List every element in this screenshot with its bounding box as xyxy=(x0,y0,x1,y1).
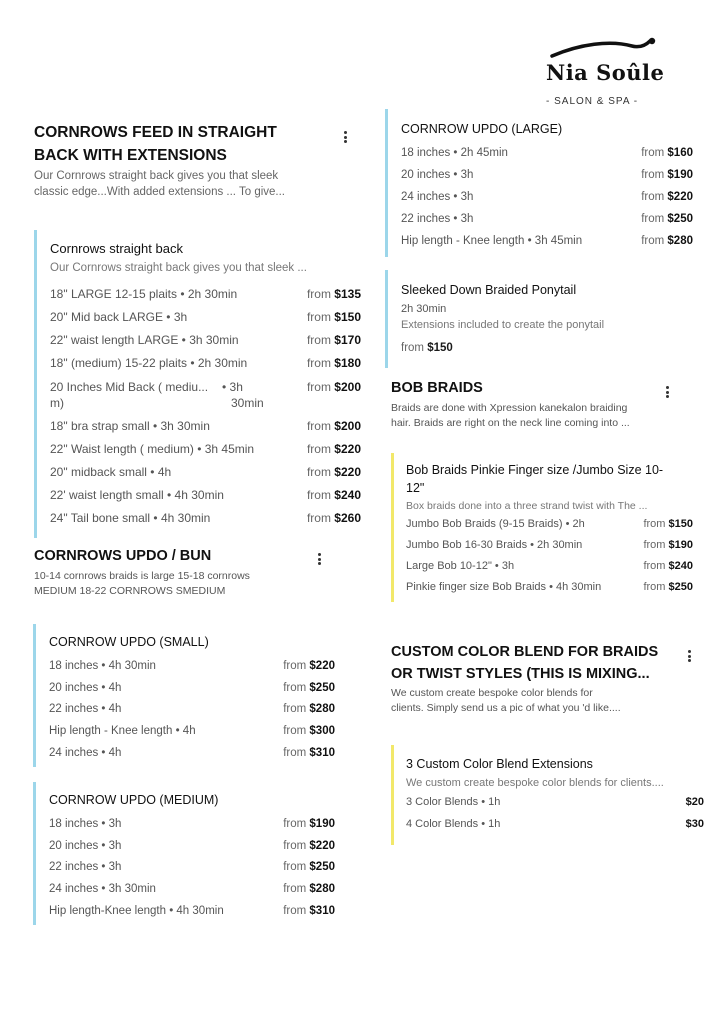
from-label: from xyxy=(283,818,307,830)
price-row[interactable] xyxy=(50,442,361,465)
price-row[interactable] xyxy=(50,356,361,379)
price-row[interactable] xyxy=(49,818,335,840)
price-value: $220 xyxy=(334,442,361,456)
section-description-line: We custom create bespoke color blends for xyxy=(391,687,593,699)
price-value: $220 xyxy=(334,465,361,479)
price-value: $135 xyxy=(334,287,361,301)
price-value: $250 xyxy=(667,213,693,225)
price-value: $190 xyxy=(668,539,693,551)
section-description-line: MEDIUM 18-22 CORNROWS SMEDIUM xyxy=(34,585,226,597)
service-option-label: 20" midback small • 4h xyxy=(50,465,172,479)
service-option-label: 24" Tail bone small • 4h 30min xyxy=(50,511,211,525)
service-option-label: 20 inches • 3h xyxy=(401,169,474,181)
price-row[interactable] xyxy=(50,488,361,511)
price-value: $260 xyxy=(334,511,361,525)
from-label: from xyxy=(306,333,331,347)
card-title: Cornrows straight back xyxy=(50,241,183,256)
section-description xyxy=(391,401,661,431)
service-option-label: 24 inches • 3h 30min xyxy=(49,883,156,896)
section-title-line: OR TWIST STYLES (THIS IS MIXING... xyxy=(391,666,650,682)
from-label: from xyxy=(283,883,307,896)
card-title: CORNROW UPDO (MEDIUM) xyxy=(49,793,219,807)
price-value: $150 xyxy=(427,342,453,354)
price-value: $250 xyxy=(309,861,335,874)
from-label: from xyxy=(306,511,331,525)
card-title: 3 Custom Color Blend Extensions xyxy=(406,757,593,771)
from-label: from xyxy=(641,191,665,203)
price-value: $180 xyxy=(334,356,361,370)
from-label: from xyxy=(306,356,331,370)
from-label: from xyxy=(306,310,331,324)
card-description: Our Cornrows straight back gives you that sleek ... xyxy=(50,262,307,274)
price-row[interactable] xyxy=(401,191,693,213)
from-label: from xyxy=(306,287,331,301)
price-row[interactable] xyxy=(49,883,335,905)
price-row[interactable] xyxy=(50,333,361,356)
price-row[interactable] xyxy=(49,660,335,682)
service-card-cornrows-straight-back[interactable] xyxy=(34,230,361,538)
price-row[interactable] xyxy=(50,465,361,488)
from-label: from xyxy=(643,581,666,593)
price-value: $310 xyxy=(309,904,335,917)
service-option-label: 22 inches • 3h xyxy=(401,213,474,225)
section-description-line: Our Cornrows straight back gives you that sleek xyxy=(34,170,279,182)
logo-tagline: - SALON & SPA - xyxy=(546,96,639,107)
service-option-label: 22 inches • 4h xyxy=(49,703,122,716)
from-label: from xyxy=(283,681,307,694)
price-row[interactable] xyxy=(406,560,693,581)
service-option-label: 22" Waist length ( medium) • 3h 45min xyxy=(50,442,255,456)
service-option-label: Hip length - Knee length • 3h 45min xyxy=(401,235,583,247)
service-card-cornrow-updo-large[interactable] xyxy=(385,109,693,257)
from-label: from xyxy=(283,660,307,672)
card-title-line: Bob Braids Pinkie Finger size /Jumbo Size 10- xyxy=(406,463,664,477)
section-description-line: clients. Simply send us a pic of what you 'd like.... xyxy=(391,702,621,714)
price-row[interactable] xyxy=(49,840,335,862)
service-option-label: 22 inches • 3h xyxy=(49,861,122,874)
service-option-label: 18" bra strap small • 3h 30min xyxy=(50,419,210,433)
service-option-label: 24 inches • 4h xyxy=(49,746,122,759)
price-row[interactable] xyxy=(49,905,335,927)
price-value: $310 xyxy=(309,746,335,759)
from-label: from xyxy=(283,746,307,759)
service-option-label: 18" LARGE 12-15 plaits • 2h 30min xyxy=(50,287,238,301)
from-label: from xyxy=(306,442,331,456)
from-label: from xyxy=(643,539,666,551)
service-option-label: 24 inches • 3h xyxy=(401,191,474,203)
from-label: from xyxy=(283,703,307,716)
from-label: from xyxy=(641,213,665,225)
price-row[interactable] xyxy=(50,310,361,333)
service-option-label: 20" Mid back LARGE • 3h xyxy=(50,310,188,324)
card-title: CORNROW UPDO (SMALL) xyxy=(49,635,209,649)
section-description-line: Braids are done with Xpression kanekalon braiding xyxy=(391,402,628,414)
card-duration: 2h 30min xyxy=(401,303,447,315)
more-options-icon[interactable] xyxy=(314,551,324,567)
section-title: CORNROWS UPDO / BUN xyxy=(34,548,212,564)
from-label: from xyxy=(283,725,307,738)
price-row[interactable] xyxy=(50,287,361,310)
service-option-duration xyxy=(210,379,290,411)
section-description-line: 10-14 cornrows braids is large 15-18 cornrows xyxy=(34,570,250,582)
service-option-label: Large Bob 10-12" • 3h xyxy=(406,560,515,572)
price-row[interactable] xyxy=(401,147,693,169)
card-title xyxy=(406,453,693,497)
price-value: $220 xyxy=(667,191,693,203)
from-label: from xyxy=(283,839,307,852)
price-value: $190 xyxy=(667,169,693,181)
service-option-label: 3 Color Blends • 1h xyxy=(406,796,501,808)
section-title xyxy=(391,641,681,685)
price-value: $150 xyxy=(334,310,361,324)
price-row[interactable] xyxy=(406,518,693,539)
service-option-label: Jumbo Bob Braids (9-15 Braids) • 2h xyxy=(406,518,585,530)
price-row[interactable] xyxy=(401,213,693,235)
card-title: Sleeked Down Braided Ponytail xyxy=(401,283,577,297)
from-label: from xyxy=(643,518,666,530)
section-title-line: BACK WITH EXTENSIONS xyxy=(34,147,227,164)
card-description: Extensions included to create the ponytail xyxy=(401,319,605,331)
section-cornrows-feed-in xyxy=(34,121,334,200)
price-row[interactable] xyxy=(401,342,693,354)
service-option-label: 22' waist length small • 4h 30min xyxy=(50,488,224,502)
service-card-cornrow-updo-medium[interactable] xyxy=(33,782,335,925)
from-label: from xyxy=(643,560,666,572)
section-description xyxy=(391,686,681,716)
from-label: from xyxy=(306,380,331,394)
price-value: $280 xyxy=(309,703,335,716)
section-bob-braids xyxy=(391,377,661,431)
from-label: from xyxy=(283,904,307,917)
from-label: from xyxy=(306,488,331,502)
section-description-line: hair. Braids are right on the neck line coming into ... xyxy=(391,417,630,429)
from-label: from xyxy=(283,861,307,874)
price-row[interactable] xyxy=(401,169,693,191)
price-value: $240 xyxy=(334,488,361,502)
price-row[interactable] xyxy=(49,861,335,883)
price-row[interactable] xyxy=(406,539,693,560)
price-row[interactable] xyxy=(401,235,693,257)
price-value: $280 xyxy=(309,883,335,896)
price-value: $240 xyxy=(668,560,693,572)
more-options-icon[interactable] xyxy=(662,384,672,400)
price-value: $160 xyxy=(667,147,693,159)
more-options-icon[interactable] xyxy=(340,129,350,145)
card-title-line: 12" xyxy=(406,481,425,495)
price-value: $200 xyxy=(334,380,361,394)
card-description: We custom create bespoke color blends for clients.... xyxy=(406,777,664,789)
price-row[interactable] xyxy=(49,703,335,725)
section-description-line: classic edge...With added extensions ... To give... xyxy=(34,186,286,198)
duration-line: • 3h xyxy=(222,380,243,394)
price-value: $200 xyxy=(334,419,361,433)
service-option-label: 18 inches • 4h 30min xyxy=(49,660,156,672)
service-option-label: 18 inches • 2h 45min xyxy=(401,147,508,159)
service-option-label: 20 inches • 3h xyxy=(49,839,122,852)
service-option-label-line: m) xyxy=(50,396,64,410)
section-title xyxy=(34,121,334,167)
price-value: $250 xyxy=(309,681,335,694)
from-label: from xyxy=(306,419,331,433)
service-option-label: 4 Color Blends • 1h xyxy=(406,818,501,830)
price-value: $30 xyxy=(685,818,704,830)
service-option-label: Jumbo Bob 16-30 Braids • 2h 30min xyxy=(406,539,583,551)
section-title: BOB BRAIDS xyxy=(391,380,483,396)
service-option-label: Pinkie finger size Bob Braids • 4h 30min xyxy=(406,581,602,593)
price-row[interactable] xyxy=(49,747,335,769)
price-row[interactable] xyxy=(406,796,704,818)
price-row[interactable] xyxy=(406,581,693,602)
price-value: $250 xyxy=(668,581,693,593)
price-row[interactable] xyxy=(406,818,704,840)
price-value: $280 xyxy=(667,235,693,247)
logo-name: Nia Soûle xyxy=(546,60,665,85)
price-row[interactable] xyxy=(49,725,335,747)
section-description xyxy=(34,569,314,599)
service-card-braided-ponytail[interactable] xyxy=(385,270,693,368)
price-value: $150 xyxy=(668,518,693,530)
card-description: Box braids done into a three strand twist with The ... xyxy=(406,500,648,512)
service-card-bob-braids[interactable] xyxy=(391,453,693,602)
service-option-label: 18" (medium) 15-22 plaits • 2h 30min xyxy=(50,356,248,370)
price-value: $220 xyxy=(309,839,335,852)
card-title: CORNROW UPDO (LARGE) xyxy=(401,122,563,136)
service-option-label-line: 20 Inches Mid Back ( mediu... xyxy=(50,380,209,394)
service-option-label: Hip length - Knee length • 4h xyxy=(49,725,196,738)
from-label: from xyxy=(641,169,665,181)
service-option-label: 22" waist length LARGE • 3h 30min xyxy=(50,333,239,347)
price-row[interactable] xyxy=(50,511,361,534)
section-cornrows-updo-bun xyxy=(34,545,314,599)
price-value: $220 xyxy=(309,660,335,672)
price-value: $300 xyxy=(309,725,335,738)
section-custom-color-blend xyxy=(391,641,681,716)
service-option-label xyxy=(50,379,210,411)
duration-line: 30min xyxy=(231,396,264,410)
service-option-label: 20 inches • 4h xyxy=(49,681,122,694)
from-label: from xyxy=(641,235,665,247)
from-label: from xyxy=(401,342,424,354)
service-card-color-blend-extensions[interactable] xyxy=(391,745,704,845)
service-option-label: 18 inches • 3h xyxy=(49,818,122,830)
from-label: from xyxy=(641,147,665,159)
service-option-label: Hip length-Knee length • 4h 30min xyxy=(49,904,224,917)
more-options-icon[interactable] xyxy=(684,648,694,664)
price-value: $20 xyxy=(685,796,704,808)
price-value: $190 xyxy=(309,818,335,830)
brand-logo xyxy=(540,34,665,114)
section-title-line: CUSTOM COLOR BLEND FOR BRAIDS xyxy=(391,644,659,660)
service-card-cornrow-updo-small[interactable] xyxy=(33,624,335,767)
from-label: from xyxy=(306,465,331,479)
price-row[interactable] xyxy=(49,682,335,704)
price-value: $170 xyxy=(334,333,361,347)
section-title-line: CORNROWS FEED IN STRAIGHT xyxy=(34,124,277,141)
section-description xyxy=(34,168,334,200)
price-row[interactable] xyxy=(50,419,361,442)
price-row[interactable] xyxy=(50,379,361,419)
